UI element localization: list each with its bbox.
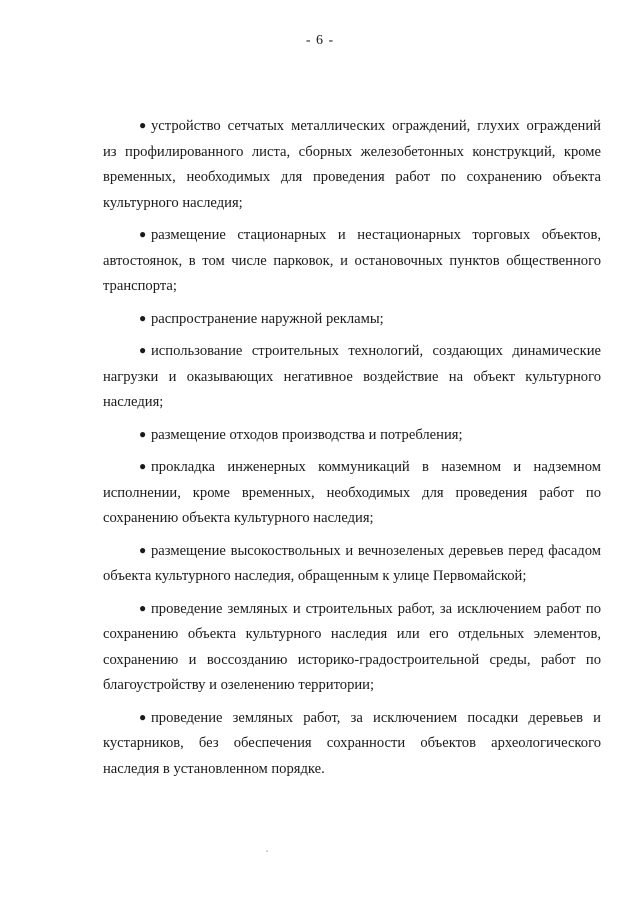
scan-speck (266, 850, 268, 852)
bullet-icon: ● (139, 459, 147, 473)
list-item-text: размещение отходов производства и потребления; (151, 426, 463, 443)
list-item (103, 454, 601, 532)
list-item (103, 113, 601, 216)
list-item-text: проведение земляных и строительных работ, за исключением работ по сохранению объекта культурного наследия или его отдельных элементов, сохранению и воссозданию историко-градостроительной среды, работ по благоустройству и озеленению территории; (103, 600, 601, 693)
list-item (103, 705, 601, 783)
bullet-icon: ● (139, 227, 147, 241)
list-item (103, 596, 601, 699)
list-item (103, 422, 601, 449)
bullet-icon: ● (139, 343, 147, 357)
bullet-icon: ● (139, 310, 147, 325)
bullet-icon: ● (139, 426, 147, 441)
list-item-text: проведение земляных работ, за исключением посадки деревьев и кустарников, без обеспечения сохранности объектов археологического наследия в установленном порядке. (103, 709, 601, 777)
list-item (103, 222, 601, 300)
list-item-text: распространение наружной рекламы; (151, 310, 384, 327)
list-item-text: устройство сетчатых металлических ограждений, глухих ограждений из профилированного листа, сборных железобетонных конструкций, кроме временных, необходимых для проведения работ по сохранению объекта культурного наследия; (103, 118, 601, 211)
bullet-icon: ● (139, 118, 147, 132)
list-item-text: размещение высокоствольных и вечнозеленых деревьев перед фасадом объекта культурного наследия, обращенным к улице Первомайской; (103, 542, 601, 584)
bullet-icon: ● (139, 709, 147, 724)
list-item-text: размещение стационарных и нестационарных торговых объектов, автостоянок, в том числе парковок, и остановочных пунктов общественного транспорта; (103, 227, 601, 294)
page-number: - 6 - (305, 33, 335, 48)
bullet-icon: ● (139, 600, 147, 615)
list-item (103, 338, 601, 416)
list-item-text: использование строительных технологий, создающих динамические нагрузки и оказывающих негативное воздействие на объект культурного наследия; (103, 343, 601, 410)
list-item-text: прокладка инженерных коммуникаций в наземном и надземном исполнении, кроме временных, необходимых для проведения работ по сохранению объекта культурного наследия; (103, 459, 601, 526)
list-item (103, 538, 601, 590)
list-item (103, 306, 601, 333)
restrictions-list (103, 113, 601, 788)
bullet-icon: ● (139, 542, 147, 557)
